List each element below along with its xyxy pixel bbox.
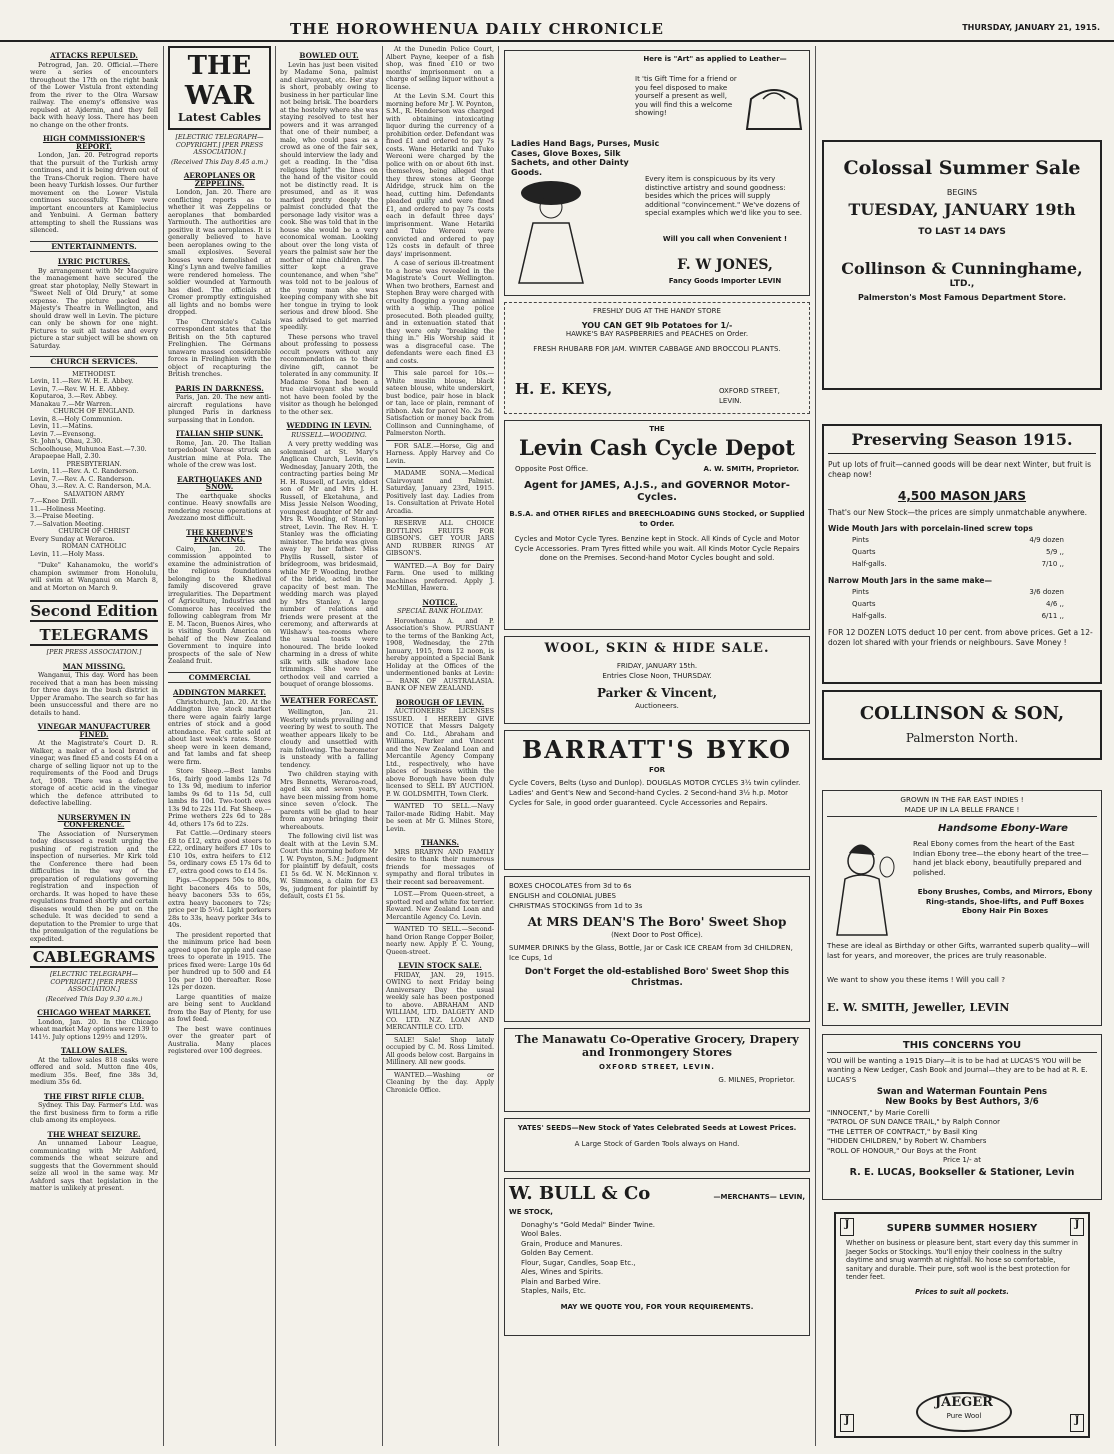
- advertiser-name: W. BULL & Co: [509, 1183, 651, 1204]
- ad-text: SUMMER DRINKS by the Glass, Bottle, Jar or Cask ICE CREAM from 3d CHILDREN, Ice Cups, 1d: [509, 944, 793, 962]
- headline: HIGH COMMISSIONER'S REPORT.: [42, 134, 146, 151]
- advertiser-address: OXFORD STREET, LEVIN.: [719, 387, 780, 405]
- ad-callout: We want to show you these items ! Will you call ?: [827, 975, 1006, 984]
- ad-text: A. W. SMITH, Proprietor.: [703, 464, 799, 473]
- headline: NOTICE.: [422, 597, 458, 607]
- price-row: [848, 598, 1068, 610]
- stock-list: [509, 1221, 805, 1297]
- article-text: A case of serious ill-treatment to a horse was revealed in the Magistrate's Court Wellington. When two brothers, Earnest and Stephen Bray were charged with cruelty flogging a young animal with a whip. The police prosecuted. Both pleaded guilty, and in extenuation stated that they were only "breaking the thing in." His Worship said it was a disgraceful case. The defendants were each fined £3 and costs.: [386, 259, 494, 365]
- ad-text: YOU will be wanting a 1915 Diary—it is to be had at LUCAS'S YOU will be wanting a New Ledger, Cash Book and Journal—they are to be had at R. E. LUCAS'S: [827, 1057, 1088, 1084]
- article-text: Store Sheep.—Best lambs 16s, fairly good lambs 12s 7d to 13s 9d, medium to inferior lambs 9s 6d to 11s 5d, cull lambs 8s 10d. Two-tooth ewes 13s 9d to 22s 11d. Fat Sheep.—Prime wethers 22s 6d to 28s 4d, others 17s 6d to 22s.: [168, 767, 271, 828]
- ad-text: Every item is conspicuous by its very distinctive artistry and sound goodness: besides which the prices will supply additional "convincement." We've dozens of special examples which we'd like you to see.: [645, 175, 802, 218]
- stock-item: Grain, Produce and Manures.: [521, 1239, 623, 1248]
- church-line: Levin, 11.—Rev. A. C. Randerson.: [30, 467, 139, 475]
- article-text: These persons who travel about professing to possess occult powers without any recommendation as to their divine gift, cannot be tolerated in any community. If Madame Sona had been a true clairvoyant she would not have been fooled by the visitor as though he belonged to the other sex.: [280, 332, 378, 416]
- jar-size: Quarts: [852, 600, 876, 608]
- headline: THE WHEAT SEIZURE.: [47, 1129, 141, 1139]
- ad-text: FOR: [648, 766, 666, 774]
- church-line: 11.—Holiness Meeting.: [30, 504, 106, 513]
- article-text: Cairo, Jan. 20. The commission appointed to examine the administration of the religious foundations belonging to the Khedival family discovered grave irregularities. The Department of Agriculture, Industries and Commerce has received the following cablegram from Mr E. M. Tacon, Buenos Aires, who is visiting South America on behalf of the New Zealand Government to inquire into prospects of the sale of New Zealand fruit.: [168, 544, 271, 665]
- article-text: By arrangement with Mr Macguire the management have secured the great star photoplay, Nelly Stewart in "Sweet Nell of Old Drury," at some expense. The picture packed His Majesty's Theatre in Wellington, and should draw well in Levin. The picture can only be shown for one night. Pictures to suit all tastes and every picture a star subject will be shown on Saturday.: [30, 266, 158, 350]
- ad-callout: Will you call when Convenient !: [662, 235, 788, 243]
- jones-leather-ad: [504, 50, 810, 296]
- ad-text: TO LAST 14 DAYS: [918, 227, 1006, 237]
- headline: LYRIC PICTURES.: [57, 257, 131, 266]
- ad-text: HAWKE'S BAY RASPBERRIES and PEACHES on Order.: [565, 330, 749, 338]
- ad-text: WE STOCK,: [509, 1208, 553, 1216]
- ad-title: Colossal Summer Sale: [843, 157, 1081, 179]
- ad-text: These are ideal as Birthday or other Gifts, warranted superb quality—will last for years, and moreover, the prices are truly reasonable.: [827, 941, 1090, 960]
- column-rule: [498, 46, 499, 1446]
- ad-text: G. MILNES, Proprietor.: [718, 1076, 795, 1084]
- headline: TALLOW SALES.: [60, 1046, 128, 1055]
- article-text: Levin has just been visited by Madame Sona, palmist and clairvoyant, etc. Her stay is short, probably owing to business in her particular line not being brisk. The boarders at the hostelry where she was staying resolved to test her powers and it was arranged that one of their number, a male, who could pass as a crowd as one of the fair sex, should interview the lady and get a reading. In the "disa religious light" the lines on the hand of the visitor could not be distinctly read. It is presumed, and as it was marked pretty deeply the palmist concluded that the personage lady visitor was a cook. She was told that in the house she would be a very economical woman. Looking about over the long vista of years the palmist saw her the mother of nine children. The sitter kept a grave countenance, and when "she" was told not to be jealous of the young man she was keeping company with she bit her tongue in trying to look serious and drew blood. She was advised to get married speedily.: [280, 60, 378, 331]
- headline: VINEGAR MANUFACTURER FINED.: [37, 722, 151, 739]
- classified-ad: RESERVE ALL CHOICE BOTTLING FRUITS FOR GIBSON'S. GET YOUR JARS AND RUBBER RINGS AT GIBSON'S.: [386, 519, 494, 557]
- sale-date: TUESDAY, JANUARY 19th: [848, 200, 1076, 219]
- column-rule: [382, 46, 383, 1446]
- ad-title: Handsome Ebony-Ware: [938, 823, 1068, 834]
- church-line: Levin 7.—Evensong.: [30, 429, 96, 438]
- ad-text: Palmerston North.: [905, 731, 1019, 745]
- price-row: [848, 534, 1068, 546]
- ad-subtitle: Agent for JAMES, A.J.S., and GOVERNOR Motor-Cycles.: [524, 480, 790, 503]
- ad-subtitle: Prices to suit all pockets.: [915, 1287, 1009, 1296]
- ad-text: BEGINS: [946, 188, 978, 197]
- church-line: Levin, 7.—Rev. A. C. Randerson.: [30, 474, 135, 483]
- notice-text: FRIDAY, JAN. 29, 1915. OWING to next Friday being Anniversary Day the usual weekly sale has been postponed to above. ABRAHAM AND WILLIAM, LTD. DALGETY AND CO. LTD. N.Z. LOAN AND MERCANTILE CO. LTD.: [386, 970, 494, 1031]
- headline: NURSERYMEN IN CONFERENCE.: [57, 812, 131, 829]
- column-2: [168, 46, 271, 1446]
- price-row: [848, 546, 1068, 558]
- ad-title: Levin Cash Cycle Depot: [519, 434, 795, 460]
- ad-text: BOXES CHOCOLATES from 3d to 6s: [509, 882, 632, 890]
- headline: ITALIAN SHIP SUNK.: [176, 429, 263, 438]
- jar-price: 4/9 dozen: [1029, 536, 1064, 544]
- headline: WEDDING IN LEVIN.: [286, 421, 372, 430]
- book-item: "HIDDEN CHILDREN," by Robert W. Chambers: [827, 1137, 987, 1146]
- ad-title: WOOL, SKIN & HIDE SALE.: [544, 641, 770, 656]
- ad-text: FRIDAY, JANUARY 15th.: [616, 662, 698, 670]
- ad-text: Cycle Covers, Belts (Lyso and Dunlop). DOUGLAS MOTOR CYCLES 3½ twin cylinder. Ladies' and Gent's New and Second-hand Cycles. 2 Second-hand 3½ h.p. Motor Cycles for Sale, in good order guaranteed. Cycle Accessories and Repairs.: [509, 779, 801, 807]
- column-3: [280, 46, 378, 1446]
- ad-heading: Here is "Art" as applied to Leather—: [643, 55, 787, 63]
- ad-text: ENGLISH and COLONIAL JUBES: [509, 892, 617, 900]
- article-text: The Chronicle's Calais correspondent states that the British on the 5th captured Frelinghien. The Germans unaware massed considerable forces in Frelinghien with the object of recapturing the British trenches.: [168, 317, 271, 378]
- newspaper-title: THE HOROWHENUA DAILY CHRONICLE: [290, 20, 664, 38]
- headline: BOWLED OUT.: [299, 51, 359, 60]
- ad-callout: Don't Forget the old-established Boro' Sweet Shop this Christmas.: [524, 967, 790, 988]
- classified-ad: WANTED.—Washing or Cleaning by the day. Apply Chronicle Office.: [386, 1070, 494, 1094]
- church-line: Levin, 11.—Rev. W. H. E. Abbey.: [30, 377, 134, 385]
- article-text: Large quantities of maize are being sent to Auckland from the Bay of Plenty, for use as fowl feed.: [168, 992, 271, 1023]
- jar-size: Pints: [852, 588, 869, 596]
- ad-title: Preserving Season 1915.: [828, 430, 1096, 454]
- jaeger-j-emblem: J: [1070, 1414, 1084, 1432]
- article-text: At the Magistrate's Court D. R. Walker, a maker of a local brand of vinegar, was fined £5 and costs £4 on a charge of selling liquor not up to the requirements of the Food and Drugs Act, 1908. There was a defective storage of acetic acid in the vinegar which the defence attributed to defective labelling.: [30, 739, 158, 807]
- church-line: CHURCH OF ENGLAND.: [53, 407, 135, 415]
- classified-ad: LOST.—From Queen-street, a spotted red and white fox terrier. Reward. New Zealand Loan and Mercantile Agency Co. Levin.: [386, 890, 494, 921]
- book-item: "PATROL OF SUN DANCE TRAIL," by Ralph Connor: [827, 1118, 1000, 1127]
- church-line: Arapaepae Hall, 2.30.: [30, 452, 101, 460]
- ad-text: YATES' SEEDS—New Stock of Yates Celebrated Seeds at Lowest Prices.: [517, 1124, 797, 1132]
- ad-text: Opposite Post Office.: [515, 464, 589, 473]
- war-banner: [168, 46, 271, 130]
- article-text: The earthquake shocks continue. Heavy snowfalls are rendering rescue operations at Avezzano most difficult.: [168, 491, 271, 522]
- ad-text: Palmerston's Most Famous Department Store.: [857, 293, 1067, 302]
- jaeger-logo: [916, 1392, 1012, 1432]
- stock-item: Flour, Sugar, Candles, Soap Etc.,: [521, 1258, 636, 1267]
- headline: THE FIRST RIFLE CLUB.: [43, 1091, 145, 1101]
- classified-ad: SALE! Sale! Shop lately occupied by C. M. Ross Limited. All goods below cost. Bargains in Millinery. All new goods.: [386, 1035, 494, 1066]
- ad-text: FRESH RHUBARB FOR JAM. WINTER CABBAGE AND BROCCOLI PLANTS.: [533, 344, 781, 353]
- ad-text: FOR 12 DOZEN LOTS deduct 10 per cent. from above prices. Get a 12-dozen lot shared with your friends or neighbours. Save Money !: [828, 628, 1093, 647]
- preserving-season-ad: [822, 424, 1102, 684]
- narrow-jar-prices: [848, 586, 1068, 622]
- ad-text: It 'tis Gift Time for a friend or you feel disposed to make yourself a present as well, you will find this a welcome showing!: [635, 75, 737, 118]
- stock-item: Staples, Nails, Etc.: [521, 1287, 587, 1295]
- jaeger-hosiery-ad: [834, 1212, 1090, 1438]
- column-rule: [815, 46, 816, 1446]
- ad-text: Cycles and Motor Cycle Tyres. Benzine kept in Stock. All Kinds of Cycle and Motor Cycle Accessories. Pram Tyres fitted while you wait. All Kinds Motor Cycle Repairs done on the Premises. Second-hand Motor Cycles bought and sold.: [514, 535, 800, 562]
- church-line: SALVATION ARMY: [63, 489, 125, 498]
- ad-text: Entries Close Noon, THURSDAY.: [602, 672, 712, 680]
- price-row: [848, 586, 1068, 598]
- church-line: St. John's, Ohau, 2.30.: [30, 437, 103, 445]
- wide-jar-prices: [848, 534, 1068, 570]
- jar-price: 4/6 ,,: [1046, 600, 1064, 608]
- classified-ad: FOR SALE.—Horse, Gig and Harness. Apply Harvey and Co Levin.: [386, 441, 494, 465]
- second-edition-banner: Second Edition: [30, 602, 158, 620]
- church-line: Koputaroa, 3.—Rev. Abbey.: [30, 392, 118, 400]
- notice-text: Horowhenua A. and P. Association's Show. PURSUANT to the terms of the Banking Act, 1908, Wednesday, the 27th January, 1915, from 12 noon, is hereby appointed a Special Bank Holiday at the Offices of the undermentioned banks at Levin:— BANK OF AUSTRALASIA. BANK OF NEW ZEALAND.: [386, 616, 494, 692]
- cycle-depot-ad: [504, 420, 810, 630]
- ad-text: Real Ebony comes from the heart of the East Indian Ebony tree—the ebony heart of the tree—hand jet black ebony, beautifully prepared and polished.: [913, 839, 1089, 877]
- ad-text: Price 1/- at: [943, 1156, 981, 1165]
- jaeger-j-emblem: J: [1070, 1218, 1084, 1236]
- advertiser-name: E. W. SMITH, Jeweller, LEVIN: [827, 1001, 1010, 1014]
- headline: THE KHEDIVE'S FINANCING.: [186, 527, 253, 544]
- article-text: London, Jan. 20. In the Chicago wheat market May options were 139 to 141½. July options 129½ and 129⅞.: [30, 1017, 158, 1041]
- article-text: At the tallow sales 818 casks were offered and sold. Mutton fine 40s, medium 35s. Beef, fine 38s 3d, medium 35s 6d.: [30, 1055, 158, 1086]
- press-credit: [ELECTRIC TELEGRAPH—COPYRIGHT.] [PER PRESS ASSOCIATION.]: [175, 133, 264, 156]
- church-line: Every Sunday at Weraroa.: [30, 534, 115, 543]
- church-line: Ohau, 3.—Rev. A. C. Randerson, M.A.: [30, 482, 152, 490]
- column-4: [386, 46, 494, 1446]
- ad-text: Auctioneers.: [635, 702, 679, 710]
- issue-date: THURSDAY, JANUARY 21, 1915.: [962, 23, 1100, 32]
- ad-title: BARRATT'S BYKO: [521, 735, 793, 764]
- coop-stores-ad: [504, 1028, 810, 1112]
- headline: AEROPLANES OR ZEPPELINS.: [183, 171, 256, 188]
- latest-cables-title: Latest Cables: [178, 111, 261, 124]
- headline: ADDINGTON MARKET.: [173, 688, 266, 697]
- received-note: (Received This Day 8.45 a.m.): [170, 157, 268, 166]
- church-line: 3.—Praise Meeting.: [30, 512, 94, 520]
- book-item: "INNOCENT," by Marie Corelli: [827, 1109, 930, 1118]
- church-line: CHURCH OF CHRIST: [58, 527, 130, 535]
- headline: CHICAGO WHEAT MARKET.: [37, 1008, 151, 1017]
- article-text: The Association of Nurserymen today discussed a result urging the pushing of registration and the inspection of nurseries. Mr Kirk told the Conference there had been difficulties in the way of the preparation of regulations governing registration and inspection of orchards. It was hoped to have these regulations framed shortly and certain diseases would then be put on the schedule. It was decided to send a deputation to the Premier to urge that the promulgation of the regulations be expedited.: [30, 829, 158, 943]
- subheadline: RUSSELL—WOODING.: [291, 430, 367, 439]
- article-text: Rome, Jan. 20. The Italian torpedoboat Varese struck an Austrian mine at Pola. The whole of the crew was lost.: [168, 438, 271, 469]
- article-text: Wanganui, This day. Word has been received that a man has been missing for three days in the bush district in Upper Aramaho. The search so far has been unsuccessful and there are no details to hand.: [30, 671, 158, 717]
- ad-title: At MRS DEAN'S The Boro' Sweet Shop: [527, 915, 787, 929]
- received-note: (Received This Day 9.30 a.m.): [45, 994, 143, 1003]
- church-line: ROMAN CATHOLIC: [61, 542, 127, 550]
- ad-row: [515, 465, 799, 475]
- ad-row: [509, 1183, 805, 1205]
- advertiser-sub: Fancy Goods Importer LEVIN: [668, 277, 782, 285]
- jar-size: Pints: [852, 536, 869, 544]
- jaeger-j-emblem: J: [840, 1218, 854, 1236]
- handy-store-ad: [504, 302, 810, 414]
- classified-ad: MADAME SONA.—Medical Clairvoyant and Palmist. Saturday, January 23rd, 1915. Positively last day. Ladies from 1s. Consultation at Private Hotel Arcadia.: [386, 469, 494, 515]
- article-text: A very pretty wedding was solemnised at St. Mary's Anglican Church, Levin, on Wednesday, January 20th, the contracting parties being Mr H. H. Russell, of Levin, eldest son of Mr and Mrs J. H. Russell, of Eketahuna, and Miss Jessie Nelson Wooding, youngest daughter of Mr and Mrs R. Wooding, of Stanley-street, Levin. The Rev. H. T. Stanley was the officiating minister. The bride was given away by her father. Miss Phyllis Russell, sister of bridegroom, was bridesmaid, while Mr P. Wooding, brother of the bride, acted in the capacity of best man. The wedding march was played by Mrs Stanley. A large number of relations and friends were present at the ceremony, and afterwards at Wilshaw's tea-rooms where the usual toasts were honoured. The bride looked charming in a dress of white silk with silk shadow lace trimmings. She wore the orthodox veil and carried a bouquet of orange blossoms.: [280, 440, 378, 688]
- advertiser-name: R. E. LUCAS, Bookseller & Stationer, Levin: [849, 1167, 1075, 1179]
- classified-ad: WANTED TO SELL.—Second-hand Orion Range Copper Boiler, nearly new. Apply P. C. Young, Queen-street.: [386, 925, 494, 956]
- column-rule: [275, 46, 276, 1446]
- article-text: Pigs.—Choppers 50s to 80s, light baconers 46s to 50s, heavy baconers 53s to 65s, extra heavy baconers to 72s; price per lb 5½d. Light porkers 28s to 33s, heavy porker 34s to 40s.: [168, 876, 271, 929]
- collinson-son-ad: [822, 690, 1102, 760]
- jaeger-j-emblem: J: [840, 1414, 854, 1432]
- ad-text: (Next Door to Post Office).: [611, 931, 703, 939]
- press-credit: [PER PRESS ASSOCIATION.]: [46, 648, 142, 656]
- article-text: Sydney. This Day. Farmer's Ltd. was the first business firm to form a rifle club among its employees.: [30, 1101, 158, 1124]
- advertiser-name: Parker & Vincent,: [596, 686, 718, 700]
- church-line: Levin, 11.—Holy Mass.: [30, 549, 105, 558]
- church-line: PRESBYTERIAN.: [66, 459, 122, 468]
- yates-seeds-ad: [504, 1118, 810, 1172]
- ad-text: —MERCHANTS— LEVIN,: [713, 1193, 805, 1201]
- cablegrams-heading: CABLEGRAMS: [30, 946, 158, 968]
- colossal-sale-ad: [822, 140, 1102, 390]
- ad-text: That's our New Stock—the prices are simply unmatchable anywhere.: [828, 508, 1088, 517]
- dean-sweet-shop-ad: [504, 876, 810, 1022]
- lucas-bookseller-ad: [822, 1034, 1102, 1200]
- ad-items: Ebony Brushes, Combs, and Mirrors, Ebony Ring-stands, Shoe-lifts, and Puff Boxes Ebony Hair Pin Boxes: [917, 887, 1093, 916]
- ad-callout: MAY WE QUOTE YOU, FOR YOUR REQUIREMENTS.: [560, 1302, 754, 1311]
- ad-subtitle: 4,500 MASON JARS: [897, 489, 1027, 503]
- article-text: The best wave continues over the greater part of Australia. Many places registered over 100 degrees.: [168, 1024, 271, 1055]
- article-text: "Duke" Kahanamoku, the world's champion swimmer from Honolulu, will swim at Wanganui on March 8, and at Morton on March 9.: [30, 561, 158, 592]
- ad-text: CHRISTMAS STOCKINGS from 1d to 3s: [509, 902, 643, 910]
- section-heading: WEATHER FORECAST.: [281, 695, 377, 705]
- ad-text: MADE UP IN LA BELLE FRANCE !: [827, 805, 1097, 818]
- ad-subtitle: Swan and Waterman Fountain Pens: [876, 1087, 1048, 1098]
- ad-kicker: THE: [649, 425, 665, 433]
- church-line: Manakau 7.—Mr Warren.: [30, 399, 113, 408]
- lady-illustration: [511, 175, 601, 285]
- telegrams-heading: TELEGRAMS: [30, 626, 158, 646]
- classified-ad: MRS BRABYN AND FAMILY desire to thank their numerous friends for messages of sympathy and floral tributes in their recent sad bereavement.: [386, 847, 494, 886]
- jar-price: 6/11 ,,: [1041, 612, 1064, 620]
- classified-ad: WANTED.—A Boy for Dairy Farm. One used to milking machines preferred. Apply J. McMillan, Hawera.: [386, 561, 494, 592]
- war-title: THE WAR: [184, 51, 255, 111]
- headline: ATTACKS REPULSED.: [50, 51, 138, 60]
- jar-size: Half-galls.: [852, 612, 887, 620]
- ad-text: B.S.A. and OTHER RIFLES and BREECHLOADING GUNS Stocked, or Supplied to Order.: [509, 510, 805, 528]
- headline: LEVIN STOCK SALE.: [398, 961, 482, 970]
- church-line: Levin, 11.—Matins.: [30, 422, 93, 430]
- article-text: At the Levin S.M. Court this morning before Mr J. W. Poynton, S.M., R. Henderson was charged with obtaining intoxicating liquor during the currency of a prohibition order. Defendant was fined £1 and ordered to pay 7s costs. Wane Hetariki and Tuko Wereoni were charged by the police with on or about 6th inst. themselves, being alleged that they threw stones at George Aldridge, struck him on the head, cutting him. Defendants pleaded guilty and were fined £1, and ordered to pay 7s costs each in default three days' imprisonment. Wane Hetariki and Tuko Wereoni were convicted and ordered to pay 12s costs in default of three days' imprisonment.: [386, 92, 494, 258]
- byko-ad: [504, 730, 810, 870]
- classified-ad: WANTED TO SELL.—Navy Tailor-made Riding Habit. May be seen at Mr G. Milnes Store, Levin.: [386, 802, 494, 833]
- jaeger-brand: JAEGER: [935, 1395, 993, 1410]
- headline: PARIS IN DARKNESS.: [175, 383, 264, 393]
- article-text: At the Dunedin Police Court, Albert Payne, keeper of a fish shop, was fined £10 or two months' imprisonment on a charge of selling liquor without a license.: [386, 46, 494, 91]
- jar-price: 3/6 dozen: [1029, 588, 1064, 596]
- headline: EARTHQUAKES AND SNOW.: [177, 474, 262, 491]
- section-heading: ENTERTAINMENTS.: [30, 241, 158, 253]
- ad-text: YOU CAN GET 9lb Potatoes for 1/-: [581, 320, 733, 330]
- headline: BOROUGH OF LEVIN.: [395, 697, 485, 707]
- stock-item: Donaghy's "Gold Medal" Binder Twine.: [521, 1220, 656, 1229]
- ad-text: A Large Stock of Garden Tools always on Hand.: [574, 1140, 740, 1148]
- headline: MAN MISSING.: [62, 661, 126, 671]
- stock-item: Plain and Barbed Wire.: [521, 1277, 601, 1286]
- church-line: Schoolhouse, Muhunoa East.—7.30.: [30, 444, 147, 453]
- notice-text: AUCTIONEERS' LICENSES ISSUED. I HEREBY GIVE NOTICE that Messrs Dalgety and Co. Ltd., Abraham and Williams, Parker and Vincent and the New Zealand Loan and Mercantile Agency Company Ltd., respectively, who have places of business within the above Borough have been duly licensed to SELL BY AUCTION. P. W. GOLDSMITH, Town Clerk.: [386, 707, 494, 798]
- section-heading: CHURCH SERVICES.: [30, 356, 158, 368]
- church-list: [30, 371, 158, 559]
- book-list: [827, 1109, 1097, 1156]
- advert-text: This sale parcel for 10s.—White muslin blouse, black sateen blouse, white underskirt, bust bodice, pair hose in black or tan, lace or plain, remnant of ribbon. Ask for parcel No. 2s 5d. Satisfaction or money back from Collinson and Cunninghame, of Palmerston North.: [386, 369, 494, 437]
- article-text: London, Jan. 20. There are conflicting reports as to whether it was Zeppelins or aeroplanes that bombarded Yarmouth. The authorities are positive it was aeroplanes. It is generally believed to have been aeroplanes owing to the small explosives. Several houses were demolished at King's Lynn and twelve families were rendered homeless. The soldier wounded at Yarmouth has died. The officials at Cromer promptly extinguished all lights and no bombs were dropped.: [168, 188, 271, 316]
- section-heading: COMMERCIAL: [168, 672, 271, 684]
- ebony-ware-ad: [822, 790, 1102, 1026]
- article-text: Paris, Jan. 20. The new anti-aircraft regulations have plunged Paris in darkness surpassing that in London.: [168, 393, 271, 424]
- stock-item: Wool Bales.: [521, 1230, 562, 1238]
- ad-text: Narrow Mouth Jars in the same make—: [828, 576, 992, 585]
- church-line: 7.—Knee Drill.: [30, 497, 78, 505]
- handbag-illustration: [743, 79, 805, 137]
- masthead: [0, 20, 1114, 42]
- article-text: Two children staying with Mrs Bennetts, Weraroa-road, aged six and seven years, have been missing from home since seven o'clock. The parents will be glad to hear from anyone bringing their whereabouts.: [280, 770, 378, 831]
- church-line: 7.—Salvation Meeting.: [30, 519, 104, 528]
- jaeger-wool: Pure Wool: [946, 1412, 982, 1420]
- ad-title: The Manawatu Co-Operative Grocery, Drapery and Ironmongery Stores: [515, 1033, 799, 1059]
- press-credit: [ELECTRIC TELEGRAPH—COPYRIGHT.] [PER PRESS ASSOCIATION.]: [49, 970, 139, 993]
- church-line: Levin, 8.—Holy Communion.: [30, 414, 123, 423]
- article-text: An unnamed Labour League, communicating with Mr Ashford, commends the wheat seizure and suggests that the Government should seize all wool in the same way. Mr Ashford says that legislation in the matter is unlikely at present.: [30, 1139, 158, 1192]
- column-rule: [163, 46, 164, 1446]
- article-text: Petrograd, Jan. 20. Official.—There were a series of encounters throughout the 17th on the right bank of the Lower Vistula front extending from the river to the Olra Warsaw railway. The enemy's offensive was repulsed at Ajdernin, and they fell back with heavy loss. There has been no change on the other fronts.: [30, 60, 158, 129]
- book-item: "THE LETTER OF CONTRACT," by Basil King: [827, 1127, 978, 1136]
- lady-with-mirror-illustration: [829, 837, 899, 937]
- ad-heading: FRESHLY DUG AT THE HANDY STORE: [593, 307, 721, 315]
- article-text: The following civil list was dealt with at the Levin S.M. Court this morning before Mr J. W. Poynton, S.M.: Judgment for plaintiff by default, costs £1 5s 6d. W. N. McKinnon v. W. Simmons, a claim for £3 9s, judgment for plaintiff by default, costs £1 5s.: [280, 832, 378, 900]
- ad-text: LTD.,: [949, 279, 975, 289]
- advertiser-name: Collinson & Cunninghame,: [841, 259, 1083, 278]
- book-item: "ROLL OF HONOUR," Our Boys at the Front: [827, 1146, 977, 1155]
- article-text: The president reported that the minimum price had been agreed upon for apple and case trees to operate in 1915. The prices fixed were: Large 10s 6d per hundred up to 500 and £4 10s per 100 thereafter. Rose 12s per dozen.: [168, 930, 271, 991]
- ad-text: Whether on business or pleasure bent, start every day this summer in Jaeger Socks or Stockings. You'll enjoy their coolness in the sultry daytime and snug warmth at nightfall. No hose so comfortable, sanitary and durable. Their pure, soft wool is the best protection for tender feet.: [846, 1239, 1078, 1282]
- ad-text: GROWN IN THE FAR EAST INDIES !: [900, 795, 1024, 804]
- headline: THANKS.: [421, 838, 459, 847]
- bull-merchants-ad: [504, 1178, 810, 1336]
- ad-title: THIS CONCERNS YOU: [827, 1039, 1097, 1053]
- price-row: [848, 558, 1068, 570]
- ad-items: Ladies Hand Bags, Purses, Music Cases, Glove Boxes, Silk Sachets, and other Dainty Goods.: [511, 139, 660, 177]
- ad-subtitle: New Books by Best Authors, 3/6: [885, 1096, 1039, 1107]
- church-line: Levin, 7.—Rev. W. H. E. Abbey.: [30, 384, 130, 393]
- article-text: Christchurch, Jan. 20. At the Addington live stock market there were again fairly large entries of stock and a good attendance. Fat cattle sold at about last week's rates. Store sheep were in keen demand, and fat lambs and fat sheep were firm.: [168, 697, 271, 766]
- jar-price: 5/9 ,,: [1046, 548, 1064, 556]
- jar-size: Half-galls.: [852, 560, 887, 568]
- article-text: London, Jan. 20. Petrograd reports that the pursuit of the Turkish army continues, and it is being driven out of the Trans-Choruk region. There have been heavy Turkish losses. Our further movement on the Lower Vistula continues successfully. There were important encounters at Kamiplecius and Yenbuini. A German battery attempting to shell the Russians was silenced.: [30, 151, 158, 234]
- wool-sale-ad: [504, 636, 810, 724]
- advertiser-name: F. W JONES,: [677, 257, 773, 273]
- column-1: [30, 46, 158, 1446]
- advertiser-name: H. E. KEYS,: [515, 380, 613, 398]
- ad-text: Put up lots of fruit—canned goods will be dear next Winter, but fruit is cheap now!: [828, 460, 1092, 479]
- stock-item: Golden Bay Cement.: [521, 1249, 594, 1257]
- jar-price: 7/10 ,,: [1041, 560, 1064, 568]
- subheadline: SPECIAL BANK HOLIDAY.: [397, 607, 483, 615]
- ad-title: SUPERB SUMMER HOSIERY: [886, 1223, 1038, 1234]
- article-text: Wellington, Jan. 21. Westerly winds prevailing and veering by west to south. The weather appears likely to be cloudy and unsettled with rain following. The barometer is unsteady with a falling tendency.: [280, 708, 378, 769]
- price-row: [848, 610, 1068, 622]
- ad-text: Wide Mouth Jars with porcelain-lined screw tops: [828, 524, 1033, 533]
- ad-text: OXFORD STREET, LEVIN.: [599, 1063, 715, 1071]
- jar-size: Quarts: [852, 548, 876, 556]
- article-text: Fat Cattle.—Ordinary steers £8 to £12, extra good steers to £22, ordinary heifers £7 10s to £10 10s, extra heifers to £12 5s, ordinary cows £5 17s 6d to £7, extra good cows to £14 5s.: [168, 829, 271, 875]
- church-line: METHODIST.: [72, 369, 116, 378]
- stock-item: Ales, Wines and Spirits.: [521, 1268, 604, 1276]
- advertiser-name: COLLINSON & SON,: [859, 703, 1065, 724]
